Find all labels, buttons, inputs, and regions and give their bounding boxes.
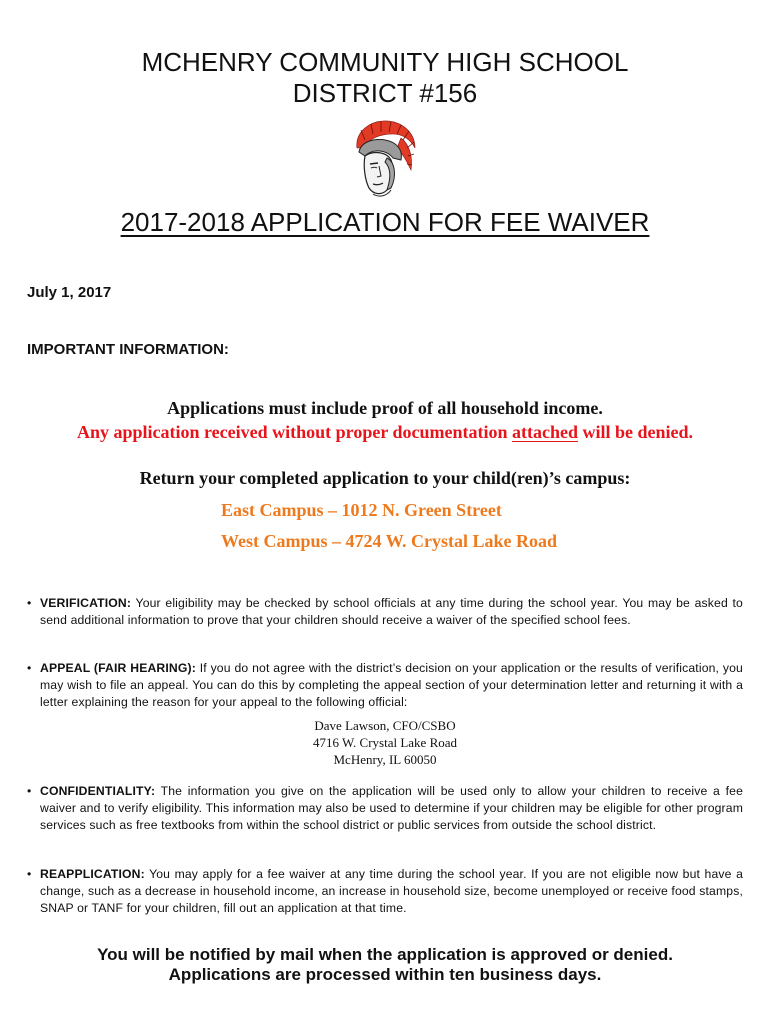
west-campus-address: West Campus – 4724 W. Crystal Lake Road <box>221 531 558 551</box>
denial-warning-start: Any application received without proper documentation <box>76 422 512 442</box>
verification-text: Your eligibility may be checked by school officials at any time during the school year. You may be asked to send additional information to prove that your children should receive a waiver of the specified school fees. <box>40 596 743 627</box>
school-name: MCHENRY COMMUNITY HIGH SCHOOL <box>141 47 629 77</box>
appeal-section <box>27 660 743 711</box>
appeal-label: APPEAL (FAIR HEARING): <box>40 661 196 675</box>
district-name: DISTRICT #156 <box>292 78 478 108</box>
denial-warning-end: will be denied. <box>578 422 694 442</box>
confidentiality-label: CONFIDENTIALITY: <box>40 784 156 798</box>
reapplication-label: REAPPLICATION: <box>40 867 145 881</box>
denial-warning <box>0 422 770 443</box>
reapplication-text: You may apply for a fee waiver at any time during the school year. If you are not eligible now but have a change, such as a decrease in household income, an increase in household size, become unemployed or receive food stamps, SNAP or TANF for your children, fill out an application at that time. <box>40 867 743 915</box>
application-title-text: 2017-2018 APPLICATION FOR FEE WAIVER <box>120 207 650 237</box>
confidentiality-section <box>27 783 743 834</box>
document-date: July 1, 2017 <box>27 284 112 301</box>
bullet-icon: • <box>27 784 32 798</box>
verification-section <box>27 595 743 629</box>
processing-time-notice: Applications are processed within ten business days. <box>168 965 602 984</box>
denial-warning-emphasis: attached <box>512 422 578 442</box>
verification-label: VERIFICATION: <box>40 596 132 610</box>
income-proof-notice: Applications must include proof of all household income. <box>167 398 603 418</box>
warrior-mascot-icon <box>343 118 421 198</box>
reapplication-section <box>27 866 743 917</box>
return-instructions: Return your completed application to your child(ren)’s campus: <box>139 468 631 488</box>
appeal-text: If you do not agree with the district’s decision on your application or the results of verification, you may wish to file an appeal. You can do this by completing the appeal section of your determination letter and returning it with a letter explaining the reason for your appeal to the following official: <box>40 661 743 709</box>
notification-notice: You will be notified by mail when the application is approved or denied. <box>97 945 673 964</box>
appeal-official-city: McHenry, IL 60050 <box>333 752 437 767</box>
bullet-icon: • <box>27 596 32 610</box>
important-heading: IMPORTANT INFORMATION: <box>27 341 229 358</box>
appeal-official-street: 4716 W. Crystal Lake Road <box>312 735 458 750</box>
application-title <box>0 206 770 238</box>
bullet-icon: • <box>27 661 32 675</box>
appeal-official-name: Dave Lawson, CFO/CSBO <box>314 718 456 733</box>
bullet-icon: • <box>27 867 32 881</box>
confidentiality-text: The information you give on the application will be used only to allow your children to receive a fee waiver and to verify eligibility. This information may also be used to determine if your children may be eligible for other program services such as free textbooks from within the school district or public services from outside the school district. <box>40 784 743 832</box>
east-campus-address: East Campus – 1012 N. Green Street <box>221 500 502 520</box>
